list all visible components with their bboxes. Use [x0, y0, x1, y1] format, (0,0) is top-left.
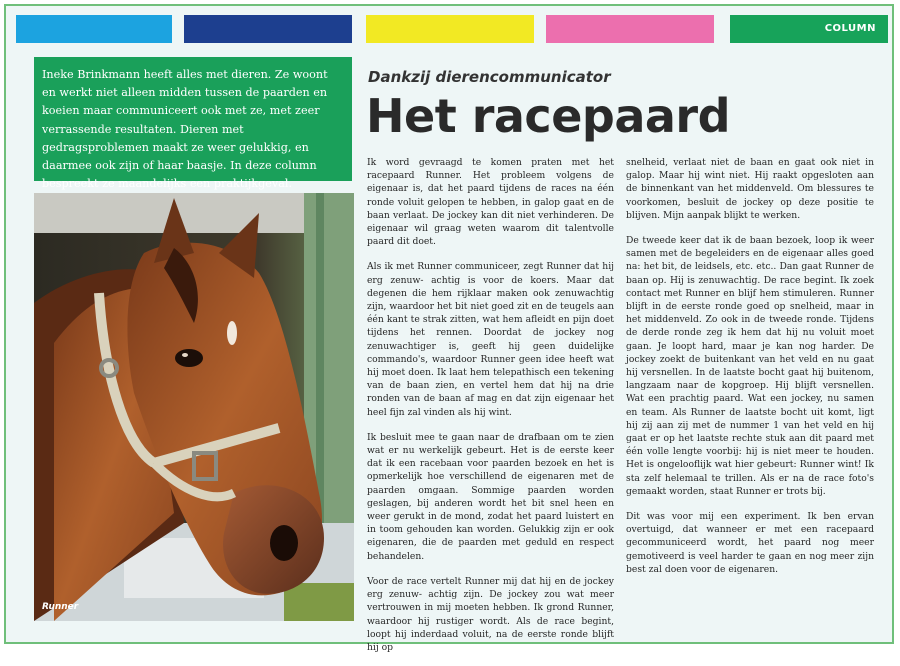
- color-bar-navy: [184, 15, 352, 43]
- article-title: Het racepaard: [366, 89, 731, 143]
- article-column-1: [367, 156, 614, 666]
- color-bar-pink: [546, 15, 714, 43]
- color-bar-blue: [16, 15, 172, 43]
- paragraph: De tweede keer dat ik de baan bezoek, loop ik weer samen met de begeleiders en de eigenaar alles goed na: het bit, de leidsels, etc. etc.. Dan gaat Runner de baan op. Hij is zenuwachtig. De race begint. Ik zoek contact met Runner en blijf hem stimuleren. Runner blijft in de eerste ronde goed op snelheid, maar in het middenveld. Zo ook in de tweede ronde. Tijdens de derde ronde zeg ik hem dat hij nu voluit moet gaan. Je loopt hard, maar je kan nog harder. De jockey zoekt de buitenkant van het veld en nu gaat hij versnellen. In de laatste bocht gaat hij buitenom, langzaam naar de kopgroep. Hij blijft versnellen. Wat een prachtig paard. Wat een jockey, nu samen en team. Als Runner de laatste bocht uit komt, ligt hij zij aan zij met de nummer 1 van het veld en hij gaat er op het laatste rechte stuk aan dit paard met één volle lengte voorbij: hij is niet meer te houden. Het is ongelooflijk wat hier gebeurt: Runner wint! Ik sta zelf helemaal te trillen. Als er na de race foto's gemaakt worden, staat Runner er trots bij.: [626, 235, 874, 497]
- paragraph: Voor de race vertelt Runner mij dat hij en de jockey erg zenuw- achtig zijn. De jockey zou wat meer vertrouwen in mij moeten hebben. Ik grond Runner, waardoor hij rustiger wordt. Als de race begint, loopt hij inderdaad voluit, na de eerste ronde blijft hij op: [367, 575, 614, 653]
- paragraph: snelheid, verlaat niet de baan en gaat ook niet in galop. Maar hij wint niet. Hij raakt opgesloten aan de binnenkant van het middenveld. Om blessures te voorkomen, besluit de jockey op deze positie te blijven. Mijn aanpak blijkt te werken.: [626, 157, 874, 221]
- paragraph: Als ik met Runner communiceer, zegt Runner dat hij erg zenuw- achtig is voor de koers. Maar dat degenen die hem rijklaar maken ook zenuwachtig zijn, waardoor het bit niet goed zit en de teugels aan één kant te strak zitten, wat hem afleidt en pijn doet tijdens het rennen. Doordat de jockey nog zenuwachtiger is, geeft hij geen duidelijke commando's, waardoor Runner geen idee heeft wat hij moet doen. Ik laat hem telepathisch een tekening van de baan zien, en vertel hem dat hij na drie ronden van de baan af mag en dat zijn eigenaar het heel fijn zal vinden als hij wint.: [367, 261, 614, 418]
- paragraph: Ik besluit mee te gaan naar de drafbaan om te zien wat er nu werkelijk gebeurt. Het is de eerste keer dat ik een racebaan voor paarden bezoek en het is opmerkelijk hoe verschillend de eigenaren met de paarden omgaan. Sommige paarden worden geslagen, bij anderen wordt het bit snel heen en weer gerukt in de mond, zodat het paard luistert en in toom gehouden kan worden. Gelukkig zijn er ook eigenaren, die de paarden met geduld en respect behandelen.: [367, 431, 614, 562]
- intro-box: Ineke Brinkmann heeft alles met dieren. Ze woont en werkt niet alleen midden tussen de paarden en koeien maar communiceert ook met ze, met zeer verrassende resultaten. Dieren met gedragsproblemen maakt ze weer gelukkig, en daarmee ook zijn of haar baasje. In deze column bespreekt ze maandelijks een praktijkgeval.: [34, 57, 352, 181]
- article-kicker: Dankzij dierencommunicator: [368, 68, 611, 86]
- horse-illustration: [34, 193, 354, 621]
- horse-photo: [34, 193, 354, 621]
- photo-caption: Runner: [42, 602, 79, 612]
- color-bar-yellow: [366, 15, 534, 43]
- section-label: COLUMN: [730, 15, 888, 43]
- paragraph: Dit was voor mij een experiment. Ik ben ervan overtuigd, dat wanneer er met een racepaard gecommuniceerd wordt, het paard nog meer gemotiveerd is veel harder te gaan en nog meer zijn best zal doen voor de eigenaren.: [626, 511, 874, 575]
- paragraph: Ik word gevraagd te komen praten met het racepaard Runner. Het probleem volgens de eigenaar is, dat het paard tijdens de races na één ronde voluit gelopen te hebben, in galop gaat en de baan verlaat. De jockey kan dit niet verhinderen. De eigenaar wil graag weten waarom dit talentvolle paard dit doet.: [367, 157, 614, 248]
- article-column-2: [626, 156, 874, 588]
